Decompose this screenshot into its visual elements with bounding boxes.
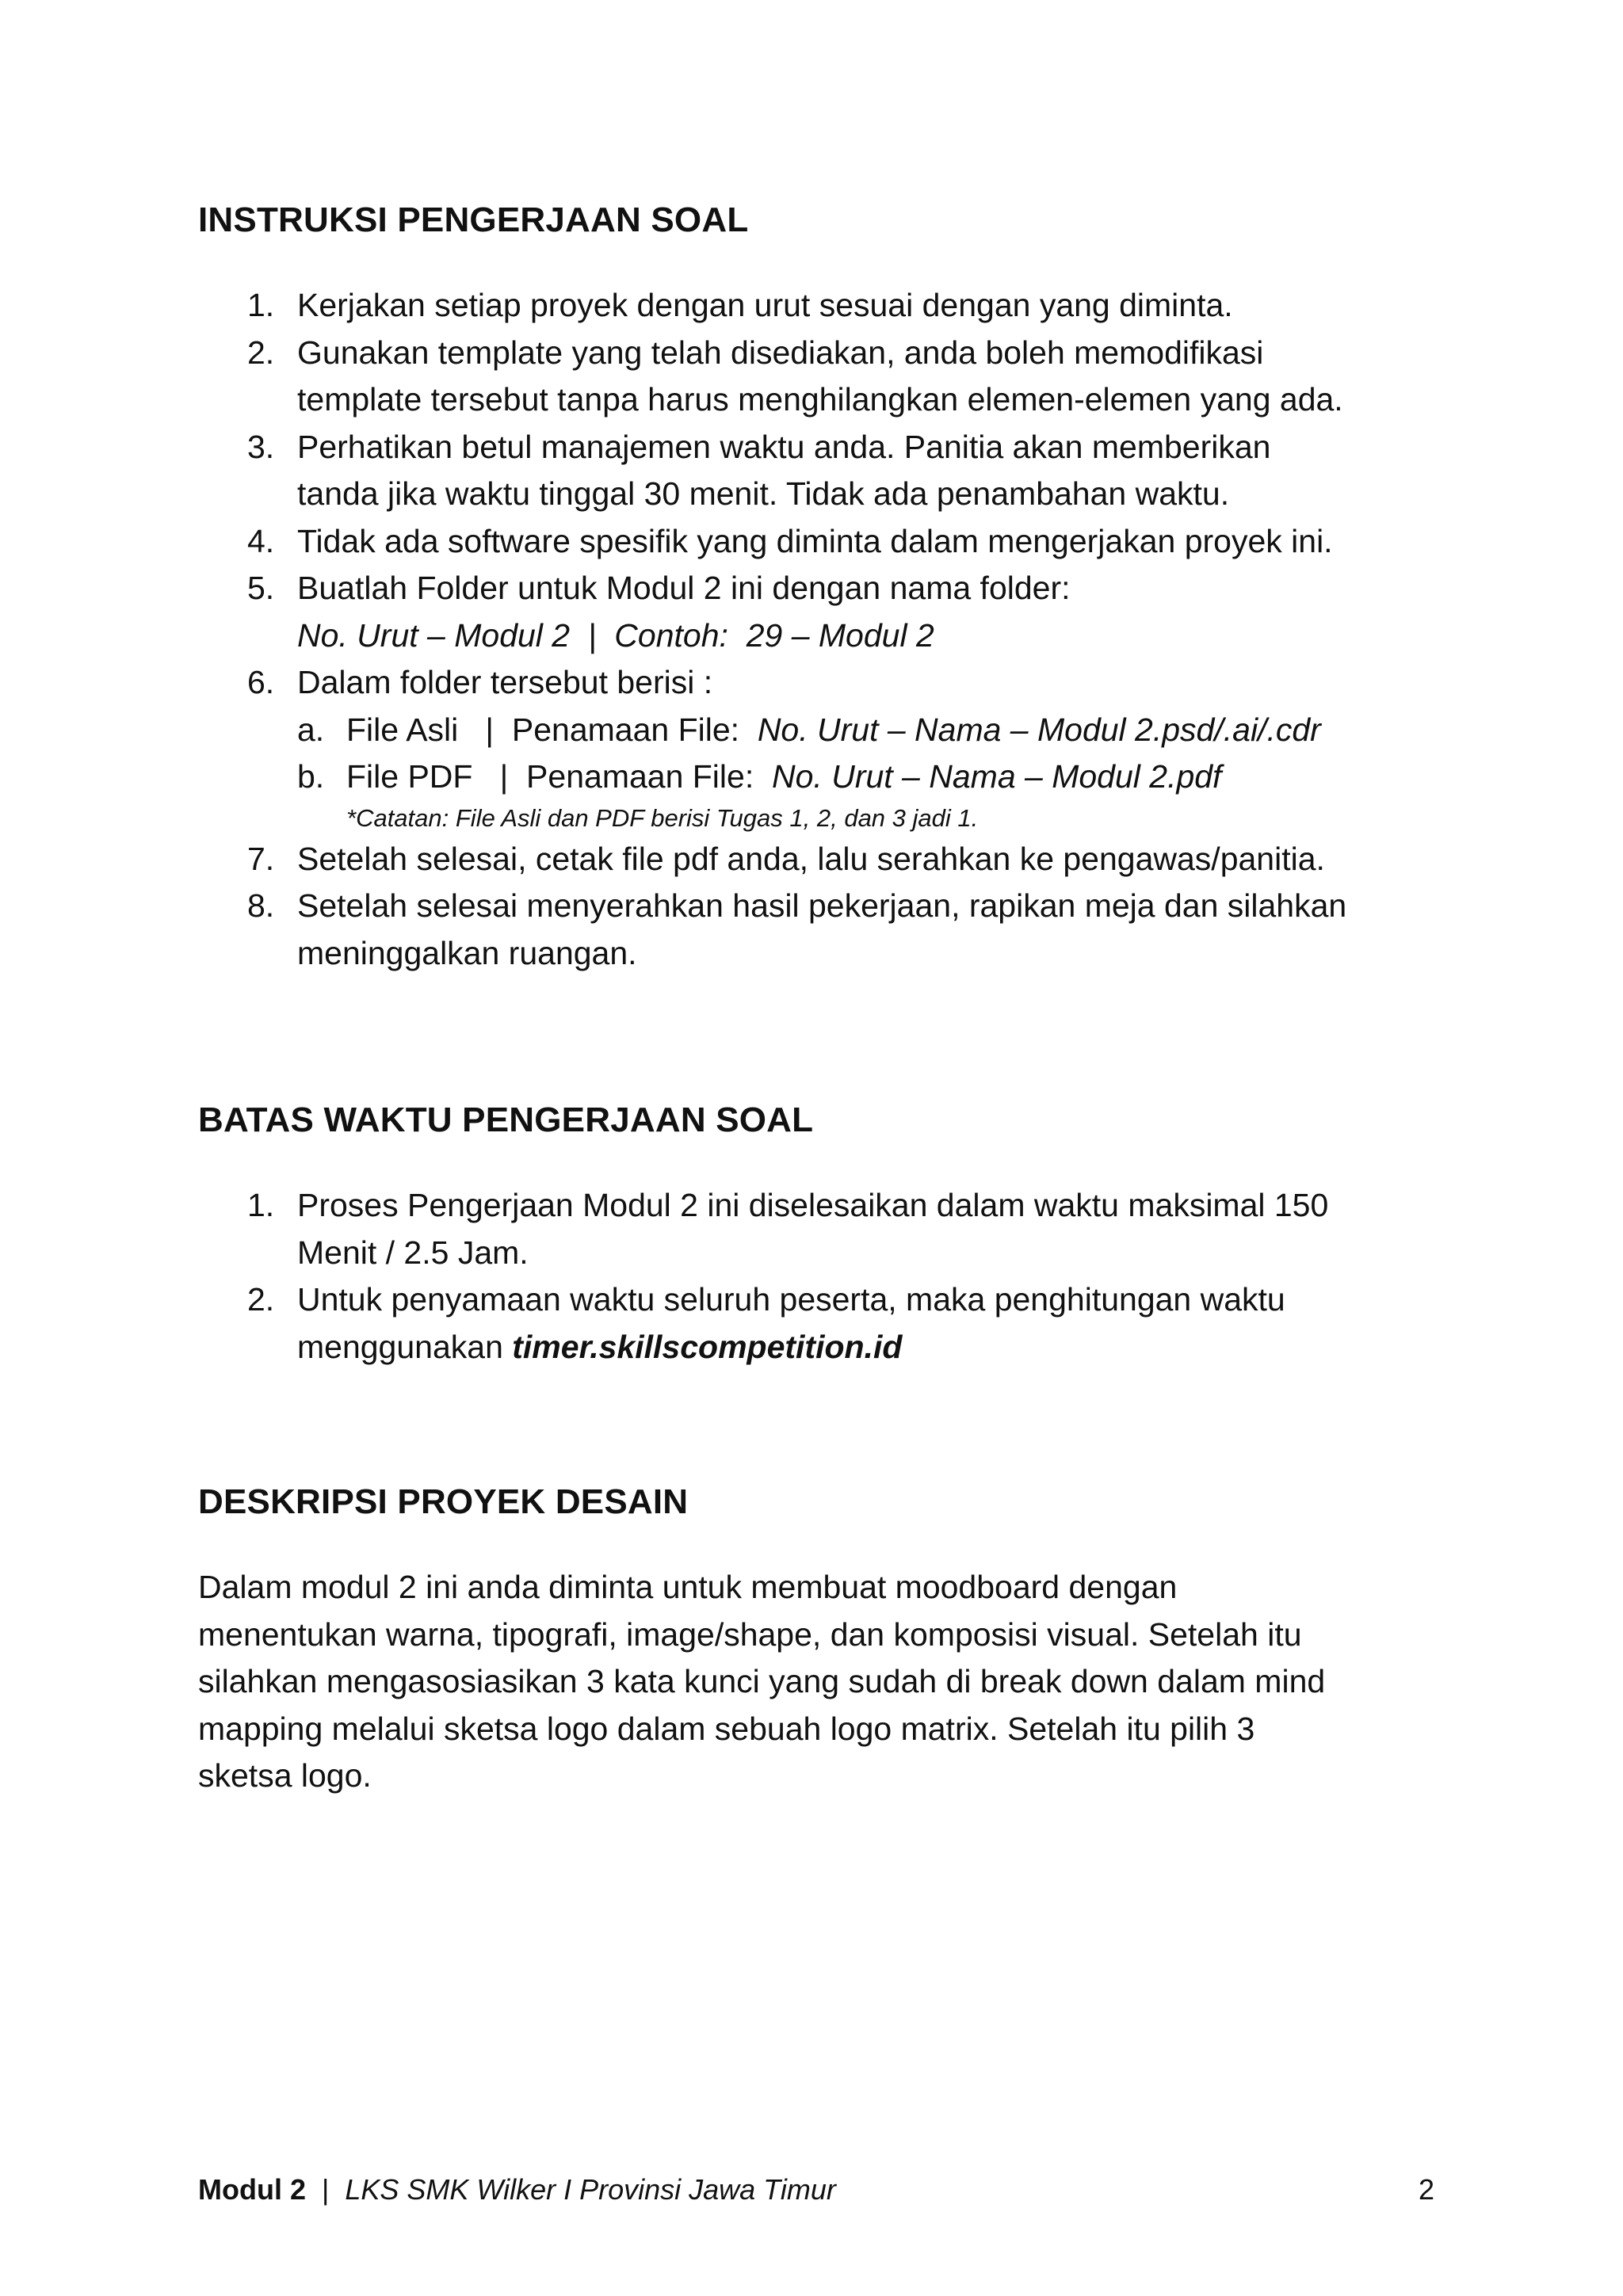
section-batas-waktu: [198, 1098, 1434, 1371]
list-item: [198, 1182, 1434, 1276]
section-instruksi: [198, 198, 1434, 977]
item-number: 2.: [247, 1281, 275, 1318]
item-number: 6.: [247, 664, 275, 700]
list-item: [198, 883, 1434, 977]
list-item: [198, 424, 1434, 518]
list-item: [198, 836, 1434, 883]
item-text: Perhatikan betul manajemen waktu anda. Panitia akan memberikan: [297, 428, 1271, 465]
item-number: 1.: [247, 1187, 275, 1223]
item-number: 5.: [247, 570, 275, 606]
sub-item-label: File Asli | Penamaan File:: [346, 711, 758, 748]
paragraph-line: mapping melalui sketsa logo dalam sebuah logo matrix. Setelah itu pilih 3: [198, 1710, 1255, 1747]
item-text: Menit / 2.5 Jam.: [297, 1234, 529, 1271]
item-number: 4.: [247, 522, 275, 559]
sub-list-item: [297, 707, 1434, 754]
list-item: [198, 565, 1434, 659]
item-text: template tersebut tanpa harus menghilangkan elemen-elemen yang ada.: [297, 381, 1343, 418]
sub-item-letter: a.: [297, 711, 325, 748]
description-paragraph: [198, 1564, 1434, 1800]
list-item: [198, 1276, 1434, 1371]
item-text: Gunakan template yang telah disediakan, anda boleh memodifikasi: [297, 334, 1264, 371]
instruction-list: [198, 282, 1434, 977]
timer-url: timer.skillscompetition.id: [512, 1328, 903, 1365]
item-text: tanda jika waktu tinggal 30 menit. Tidak ada penambahan waktu.: [297, 475, 1230, 512]
item-text: Setelah selesai, cetak file pdf anda, lalu serahkan ke pengawas/panitia.: [297, 840, 1325, 877]
item-text: Kerjakan setiap proyek dengan urut sesuai dengan yang diminta.: [297, 287, 1233, 323]
item-text: Proses Pengerjaan Modul 2 ini diselesaikan dalam waktu maksimal 150: [297, 1187, 1329, 1223]
item-number: 1.: [247, 287, 275, 323]
item-text: Buatlah Folder untuk Modul 2 ini dengan nama folder:: [297, 570, 1071, 606]
page-number: 2: [1418, 2173, 1434, 2206]
list-item: [198, 518, 1434, 566]
time-limit-list: [198, 1182, 1434, 1371]
paragraph-line: silahkan mengasosiasikan 3 kata kunci yang sudah di break down dalam mind: [198, 1663, 1326, 1699]
footer-module: Modul 2: [198, 2173, 306, 2206]
file-name-pattern: No. Urut – Nama – Modul 2.psd/.ai/.cdr: [757, 711, 1321, 748]
sub-list-item: [297, 753, 1434, 801]
sub-item-letter: b.: [297, 758, 325, 795]
sub-item-label: File PDF | Penamaan File:: [346, 758, 773, 795]
item-text: Tidak ada software spesifik yang diminta dalam mengerjakan proyek ini.: [297, 522, 1333, 559]
item-text: Untuk penyamaan waktu seluruh peserta, maka penghitungan waktu: [297, 1281, 1285, 1318]
section-title: DESKRIPSI PROYEK DESAIN: [198, 1482, 689, 1521]
paragraph-line: menentukan warna, tipografi, image/shape, dan komposisi visual. Setelah itu: [198, 1615, 1302, 1653]
section-title: BATAS WAKTU PENGERJAAN SOAL: [198, 1100, 814, 1139]
item-text: Setelah selesai menyerahkan hasil pekerjaan, rapikan meja dan silahkan: [297, 887, 1347, 924]
section-deskripsi: [198, 1480, 1434, 1800]
footer-separator: |: [305, 2173, 346, 2206]
list-item: [198, 282, 1434, 330]
section-title: INSTRUKSI PENGERJAAN SOAL: [198, 200, 749, 239]
item-number: 2.: [247, 334, 275, 371]
paragraph-line: Dalam modul 2 ini anda diminta untuk membuat moodboard dengan: [198, 1569, 1178, 1605]
item-text: meninggalkan ruangan.: [297, 934, 637, 971]
item-number: 3.: [247, 428, 275, 465]
sub-list: [297, 707, 1434, 801]
note-text: *Catatan: File Asli dan PDF berisi Tugas 1, 2, dan 3 jadi 1.: [346, 803, 979, 832]
file-name-pattern: No. Urut – Nama – Modul 2.pdf: [772, 758, 1222, 795]
list-item: [198, 659, 1434, 836]
footer-subtitle: LKS SMK Wilker I Provinsi Jawa Timur: [345, 2173, 836, 2206]
item-text: Dalam folder tersebut berisi :: [297, 664, 713, 700]
folder-name-example: No. Urut – Modul 2 | Contoh: 29 – Modul 2: [297, 616, 934, 654]
paragraph-line: sketsa logo.: [198, 1757, 372, 1794]
footer-left: [198, 2172, 836, 2207]
item-text: menggunakan: [297, 1328, 513, 1365]
list-item: [198, 330, 1434, 424]
item-number: 8.: [247, 887, 275, 924]
item-number: 7.: [247, 840, 275, 877]
